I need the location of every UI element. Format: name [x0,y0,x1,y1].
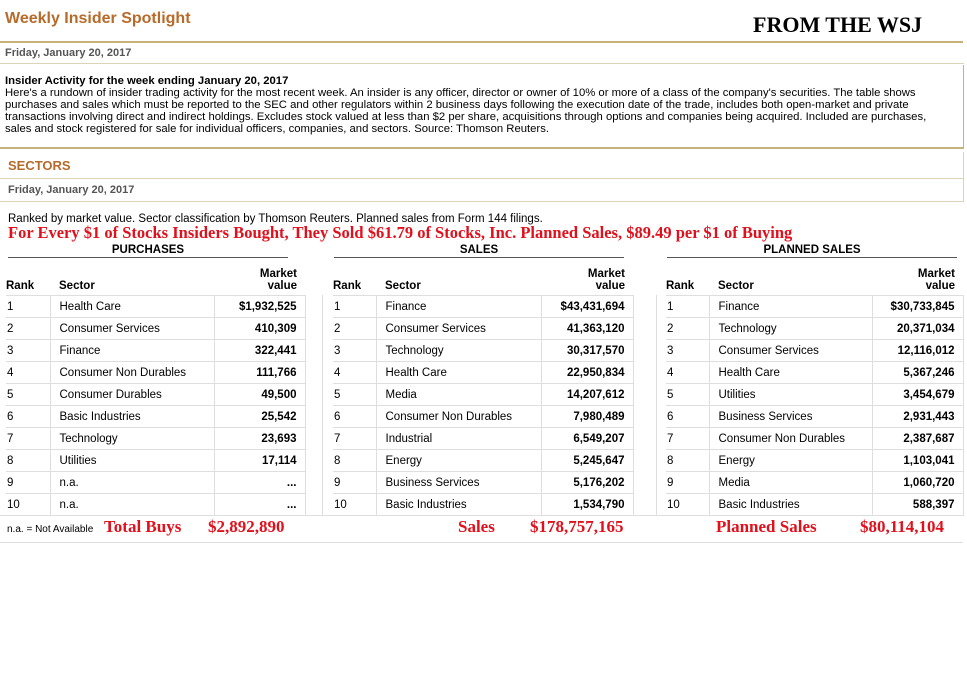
rank-header: Rank [666,280,695,292]
table-row [666,318,963,340]
sector-cell: Business Services [376,472,541,494]
page-title: Weekly Insider Spotlight [5,10,191,27]
intro-heading: Insider Activity for the week ending January 20, 2017 [5,75,289,87]
table-header-row [333,262,633,296]
market-value-cell: 17,114 [214,450,305,472]
sector-cell: Finance [709,296,872,318]
rank-cell: 4 [333,362,376,384]
market-value-cell: 41,363,120 [541,318,633,340]
market-value-cell: 20,371,034 [872,318,963,340]
table-row [6,362,305,384]
table-row [666,494,963,516]
rank-cell: 9 [6,472,50,494]
sector-cell: Consumer Services [50,318,214,340]
market-value-header: Market value [587,268,625,292]
market-value-cell: 22,950,834 [541,362,633,384]
sectors-header [0,152,964,179]
sector-cell: Energy [376,450,541,472]
market-value-cell: 588,397 [872,494,963,516]
market-value-cell: 1,060,720 [872,472,963,494]
table-row [6,296,305,318]
rank-cell: 1 [333,296,376,318]
market-value-cell: 6,549,207 [541,428,633,450]
planned-sales-table [666,262,964,516]
column-divider [322,295,323,516]
sector-cell: Industrial [376,428,541,450]
table-row [666,384,963,406]
table-row [6,494,305,516]
market-value-cell: ... [214,472,305,494]
sector-cell: Technology [50,428,214,450]
table-row [666,296,963,318]
ratio-annotation: For Every $1 of Stocks Insiders Bought, They Sold $61.79 of Stocks, Inc. Planned Sales, $89.49 per $1 of Buying [8,223,793,242]
rank-cell: 10 [6,494,50,516]
sector-cell: Business Services [709,406,872,428]
sector-cell: Media [709,472,872,494]
table-row [333,318,633,340]
market-value-cell: 14,207,612 [541,384,633,406]
market-value-cell: 12,116,012 [872,340,963,362]
table-row [6,450,305,472]
table-row [666,472,963,494]
purchases-table [6,262,306,516]
sector-cell: Health Care [50,296,214,318]
rank-cell: 3 [6,340,50,362]
rank-cell: 6 [666,406,709,428]
table-header-row [666,262,963,296]
table-row [333,340,633,362]
total-buys-label: Total Buys [104,517,182,536]
market-value-cell: $1,932,525 [214,296,305,318]
sector-header: Sector [59,280,95,292]
market-value-cell: 5,245,647 [541,450,633,472]
market-value-cell: ... [214,494,305,516]
market-value-cell: 2,387,687 [872,428,963,450]
rank-cell: 3 [333,340,376,362]
sector-cell: Consumer Non Durables [376,406,541,428]
sectors-heading: SECTORS [8,158,71,173]
column-divider [656,295,657,516]
table-row [666,362,963,384]
table-row [333,362,633,384]
total-sales-label: Sales [458,517,495,536]
sector-cell: Consumer Services [709,340,872,362]
rank-cell: 5 [6,384,50,406]
table-row [6,384,305,406]
market-value-cell: 5,176,202 [541,472,633,494]
rank-cell: 9 [666,472,709,494]
rank-cell: 3 [666,340,709,362]
report-date: Friday, January 20, 2017 [0,43,964,64]
sales-title: SALES [334,243,624,258]
rank-cell: 8 [666,450,709,472]
table-row [333,296,633,318]
sector-header: Sector [718,280,754,292]
table-row [333,384,633,406]
intro-body: Here's a rundown of insider trading activity for the most recent week. An insider is any officer, director or owner of 10% or more of a class of the company's securities. The table shows purchases and sales which must be reported to the SEC and other regulators within 2 business days following the execution date of the trade, includes both open-market and private transactions involving direct and indirect holdings. Excludes stock valued at less than $2 per share, acquisitions through options and companies being acquired. Included are purchases, sales and stock registered for sale for individual officers, companies, and sectors. Source: Thomson Reuters. [5,87,927,135]
rank-cell: 2 [333,318,376,340]
market-value-cell: $30,733,845 [872,296,963,318]
market-value-cell: 25,542 [214,406,305,428]
table-row [6,428,305,450]
table-row [333,450,633,472]
table-row [666,406,963,428]
sectors-date: Friday, January 20, 2017 [0,179,964,202]
intro-text [5,75,950,135]
rank-cell: 9 [333,472,376,494]
total-sales-value: $178,757,165 [530,517,624,536]
planned-sales-title: PLANNED SALES [667,243,957,258]
table-row [666,450,963,472]
sector-cell: Utilities [50,450,214,472]
market-value-cell: 322,441 [214,340,305,362]
sector-cell: n.a. [50,494,214,516]
sector-cell: Consumer Durables [50,384,214,406]
market-value-cell: 49,500 [214,384,305,406]
table-row [6,340,305,362]
source-banner: FROM THE WSJ [753,12,923,37]
rank-cell: 1 [666,296,709,318]
sector-cell: Media [376,384,541,406]
rank-header: Rank [333,280,362,292]
rank-header: Rank [6,280,35,292]
rank-cell: 4 [666,362,709,384]
sector-header: Sector [385,280,421,292]
table-row [666,340,963,362]
total-buys-value: $2,892,890 [208,517,285,536]
table-row [333,494,633,516]
table-row [333,406,633,428]
market-value-header: Market value [917,268,955,292]
market-value-cell: 3,454,679 [872,384,963,406]
page-header [0,0,963,43]
market-value-cell: 30,317,570 [541,340,633,362]
sector-cell: n.a. [50,472,214,494]
market-value-cell: 410,309 [214,318,305,340]
market-value-cell: 111,766 [214,362,305,384]
sector-cell: Finance [376,296,541,318]
table-row [6,472,305,494]
rank-cell: 2 [666,318,709,340]
market-value-cell: 1,103,041 [872,450,963,472]
sector-cell: Basic Industries [376,494,541,516]
rank-cell: 7 [6,428,50,450]
rank-cell: 1 [6,296,50,318]
total-planned-sales-value: $80,114,104 [860,517,945,536]
sector-cell: Consumer Non Durables [709,428,872,450]
table-row [6,318,305,340]
market-value-cell: 1,534,790 [541,494,633,516]
market-value-cell: 23,693 [214,428,305,450]
sector-cell: Technology [376,340,541,362]
sector-cell: Consumer Services [376,318,541,340]
rank-cell: 8 [333,450,376,472]
sector-cell: Utilities [709,384,872,406]
sector-cell: Basic Industries [709,494,872,516]
sector-cell: Consumer Non Durables [50,362,214,384]
sector-cell: Energy [709,450,872,472]
sector-cell: Health Care [709,362,872,384]
sector-cell: Technology [709,318,872,340]
table-header-row [6,262,305,296]
purchases-title: PURCHASES [8,243,288,258]
market-value-cell: 7,980,489 [541,406,633,428]
rank-cell: 10 [333,494,376,516]
footnote: n.a. = Not Available [7,524,94,535]
table-row [666,428,963,450]
market-value-header: Market value [259,268,297,292]
table-row [333,472,633,494]
rank-cell: 2 [6,318,50,340]
rank-cell: 6 [6,406,50,428]
sectors-note: Ranked by market value. Sector classification by Thomson Reuters. Planned sales from Form 144 filings. [8,213,543,225]
rank-cell: 6 [333,406,376,428]
rank-cell: 8 [6,450,50,472]
rank-cell: 7 [666,428,709,450]
table-row [333,428,633,450]
sector-cell: Finance [50,340,214,362]
rank-cell: 10 [666,494,709,516]
total-planned-sales-label: Planned Sales [716,517,817,536]
market-value-cell: 5,367,246 [872,362,963,384]
sales-table [333,262,634,516]
rank-cell: 5 [666,384,709,406]
market-value-cell: $43,431,694 [541,296,633,318]
sector-cell: Basic Industries [50,406,214,428]
rank-cell: 7 [333,428,376,450]
rank-cell: 5 [333,384,376,406]
market-value-cell: 2,931,443 [872,406,963,428]
rank-cell: 4 [6,362,50,384]
table-row [6,406,305,428]
sector-cell: Health Care [376,362,541,384]
